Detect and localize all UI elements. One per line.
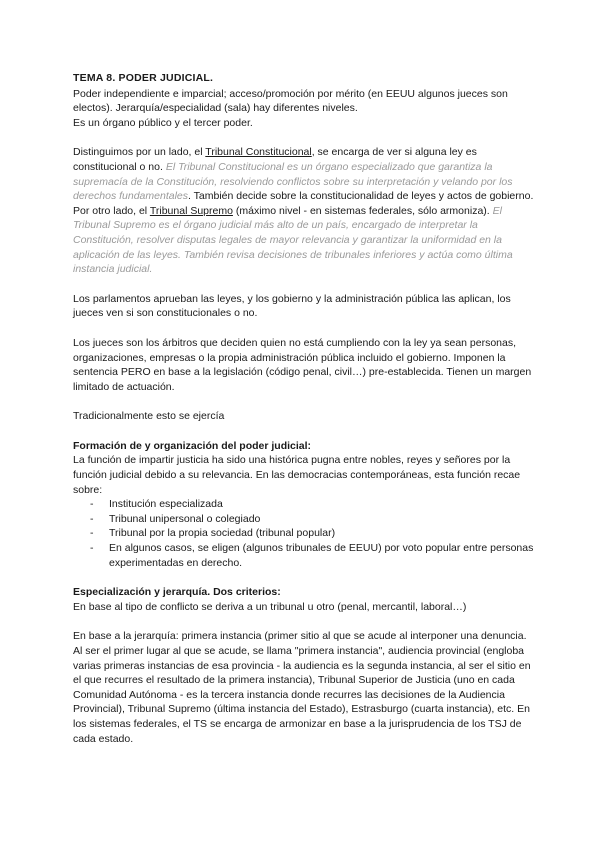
paragraph-gap [73, 277, 535, 292]
paragraph-gap [73, 614, 535, 629]
distinguish-text-3: . También decide sobre la constitucionalidad de leyes y actos de gobierno. Por otro lado, el [73, 190, 534, 217]
paragraph-gap [73, 130, 535, 145]
parliaments-paragraph: Los parlamentos aprueban las leyes, y los gobierno y la administración pública las aplican, los jueces ven si son constitucionales o no. [73, 292, 511, 320]
paragraph-gap [73, 424, 535, 439]
judges-paragraph: Los jueces son los árbitros que deciden quien no está cumpliendo con la ley ya sean personas, organizaciones, empresas o la propia administración pública incluido el gobierno. Imponen la sentencia PERO en base a la legislación (código penal, civil…) pre-establecida. Tienen un margen limitado de actuación. [73, 336, 532, 393]
paragraph-gap [73, 394, 535, 409]
tribunal-constitucional-link[interactable]: Tribunal Constitucional [205, 146, 312, 159]
formation-list [73, 497, 535, 570]
intro-line-2: Es un órgano público y el tercer poder. [73, 116, 253, 129]
tribunal-supremo-link[interactable]: Tribunal Supremo [149, 204, 233, 217]
specialization-heading: Especialización y jerarquía. Dos criterios: [73, 586, 281, 599]
list-item: - En algunos casos, se eligen (algunos tribunales de EEUU) por voto popular entre personas experimentadas en derecho. [73, 541, 535, 570]
specialization-paragraph: En base al tipo de conflicto se deriva a un tribunal u otro (penal, mercantil, laboral…) [73, 600, 467, 613]
distinguish-text-4: (máximo nivel - en sistemas federales, sólo armoniza). [232, 204, 493, 217]
list-item: - Institución especializada [73, 497, 535, 512]
tc-definition-note: El Tribunal Constitucional es un órgano especializado que garantiza la supremacía de la Constitución, resolviendo conflictos sobre su interpretación y velando por los derechos fundamentales [73, 160, 513, 203]
ts-definition-note: El Tribunal Supremo es el órgano judicial más alto de un país, encargado de interpretar la Constitución, resolver disputas legales de mayor relevancia y garantizar la uniformidad en la aplicación de las leyes. También revisa decisiones de tribunales inferiores y actúa como última instancia judicial. [73, 204, 513, 276]
list-item: - Tribunal unipersonal o colegiado [73, 512, 535, 527]
list-item: - Tribunal por la propia sociedad (tribunal popular) [73, 526, 535, 541]
intro-line-1: Poder independiente e imparcial; acceso/promoción por mérito (en EEUU algunos jueces son electos). Jerarquía/especialidad (sala) hay diferentes niveles. [73, 87, 508, 115]
distinguish-paragraph [73, 145, 535, 276]
paragraph-gap [73, 570, 535, 585]
document-body [73, 71, 535, 746]
distinguish-text-1: Distinguimos por un lado, el [73, 146, 206, 159]
formation-heading: Formación de y organización del poder judicial: [73, 439, 312, 452]
formation-paragraph: La función de impartir justicia ha sido una histórica pugna entre nobles, reyes y señores por la función judicial debido a su relevancia. En las democracias contemporáneas, esta función recae sobre: [73, 454, 521, 496]
paragraph-gap [73, 321, 535, 336]
page-title: TEMA 8. PODER JUDICIAL. [73, 72, 214, 84]
hierarchy-paragraph: En base a la jerarquía: primera instancia (primer sitio al que se acude al interponer una denuncia. Al ser el primer lugar al que se acude, se llama "primera instancia", audiencia provincial (engloba varias primeras instancias de esa provincia - la audiencia es la segunda instancia, al ser el sitio en el que recurres el resultado de la primera instancia), Tribunal Superior de Justicia (uno en cada Comunidad Autónoma - es la tercera instancia donde recurres las decisiones de la Audiencia Provincial), Tribunal Supremo (última instancia del Estado), Estrasburgo (cuarta instancia), etc. En los sistemas federales, el TS se encarga de armonizar en base a la jurisprudencia de los TSJ de cada estado. [73, 630, 531, 745]
traditional-paragraph: Tradicionalmente esto se ejercía [73, 410, 225, 423]
distinguish-text-2: , se encarga de ver si alguna ley es constitucional o no. [73, 146, 477, 173]
